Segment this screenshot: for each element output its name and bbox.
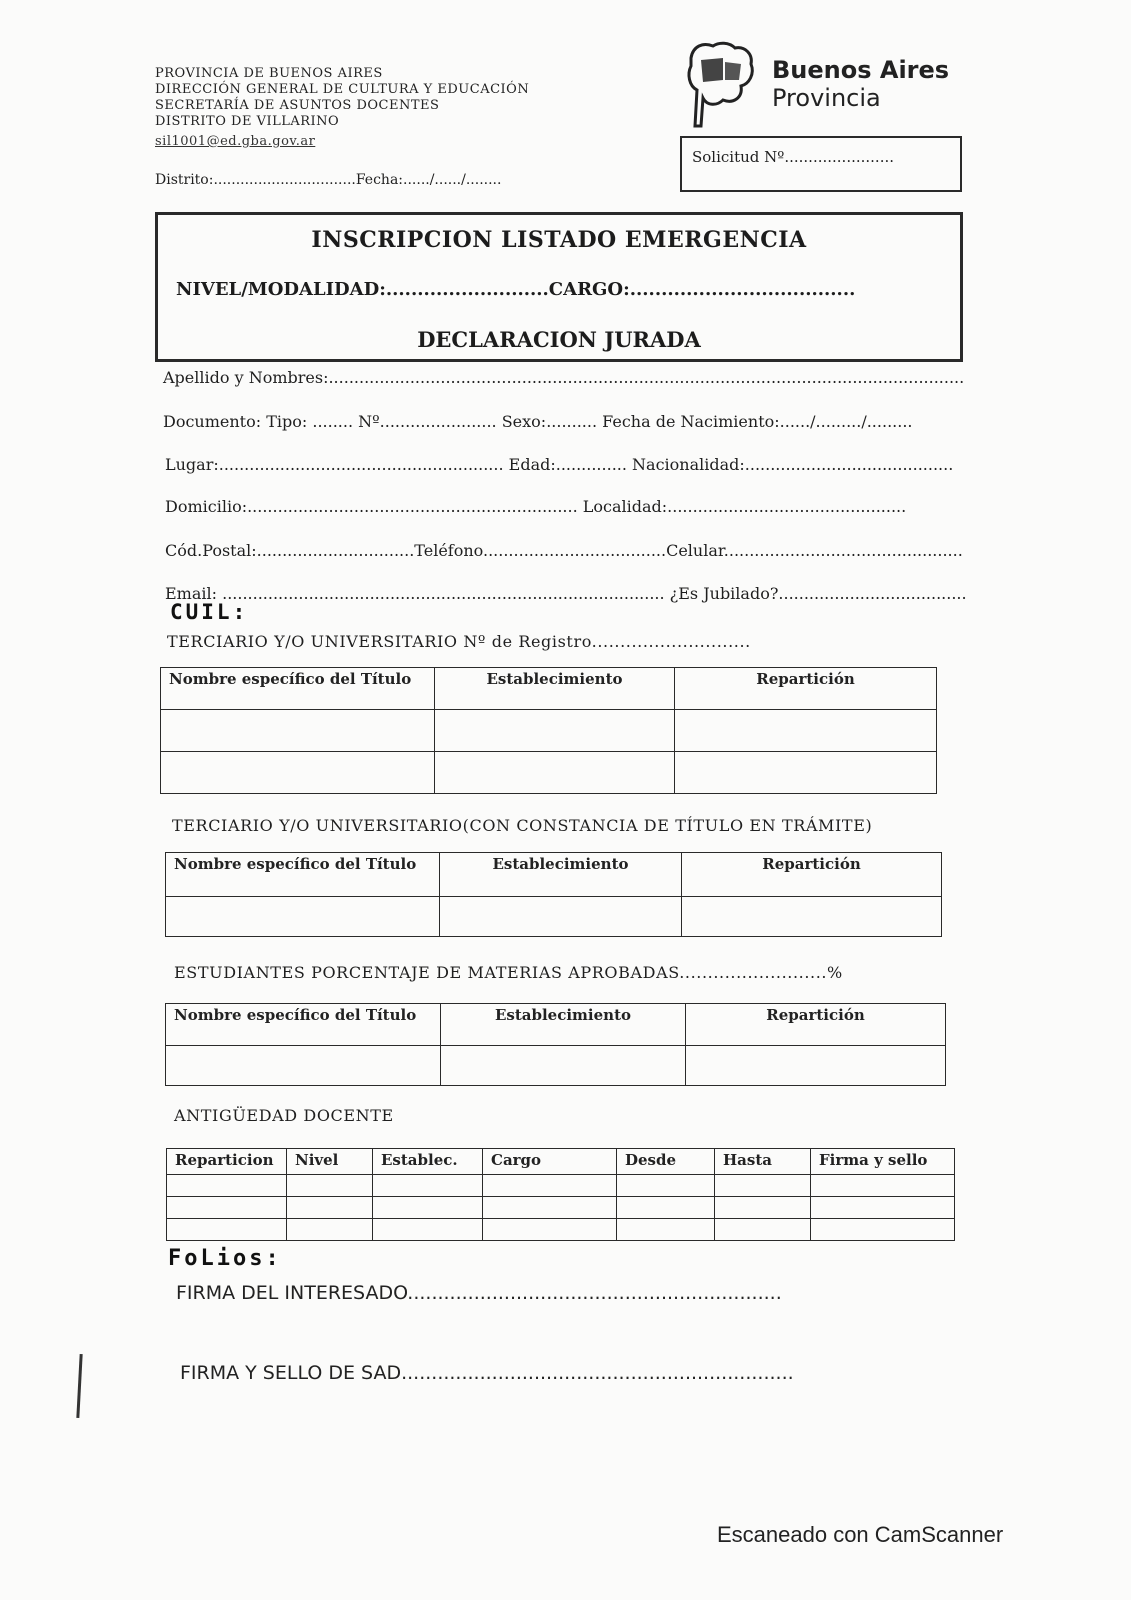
header-line-2: DIRECCIÓN GENERAL DE CULTURA Y EDUCACIÓN [155, 82, 530, 97]
apellido-field: Apellido y Nombres:............................................................................................................................. [163, 368, 965, 387]
s1-cell[interactable] [675, 752, 937, 794]
s2-header-establecimiento: Establecimiento [440, 853, 682, 897]
s4-cell[interactable] [287, 1219, 373, 1241]
form-subtitle: DECLARACION JURADA [417, 327, 701, 352]
domicilio-field: Domicilio:................................................................. Localidad:............................................... [165, 497, 907, 516]
s4-header-nivel: Nivel [287, 1149, 373, 1175]
s4-cell[interactable] [373, 1197, 483, 1219]
title-box [155, 212, 963, 362]
codpostal-field: Cód.Postal:...............................Teléfono....................................Celular............................................... [165, 541, 963, 560]
section1-table [160, 667, 937, 794]
s1-cell[interactable] [435, 752, 675, 794]
s4-header-cargo: Cargo [483, 1149, 617, 1175]
s3-header-establecimiento: Establecimiento [441, 1004, 686, 1046]
cuil-handwritten: CUIL: [170, 600, 249, 624]
documento-field: Documento: Tipo: ........ Nº....................... Sexo:.......... Fecha de Nacimiento:....../........./......... [163, 412, 913, 431]
s3-cell[interactable] [686, 1046, 946, 1086]
solicitud-box [680, 136, 962, 192]
logo-line-2: Provincia [772, 84, 881, 112]
s4-cell[interactable] [287, 1197, 373, 1219]
section1-title: TERCIARIO Y/O UNIVERSITARIO Nº de Registro............................ [167, 632, 751, 651]
form-title: INSCRIPCION LISTADO EMERGENCIA [311, 227, 807, 253]
section4-title: ANTIGÜEDAD DOCENTE [174, 1106, 394, 1125]
firma-sad-line: FIRMA Y SELLO DE SAD................................................................. [180, 1362, 794, 1384]
s4-cell[interactable] [617, 1219, 715, 1241]
solicitud-label: Solicitud Nº....................... [692, 148, 895, 166]
s1-header-reparticion: Repartición [675, 668, 937, 710]
header-line-1: PROVINCIA DE BUENOS AIRES [155, 66, 383, 81]
s1-cell[interactable] [161, 710, 435, 752]
province-emblem-icon [683, 40, 763, 130]
s4-header-firma: Firma y sello [811, 1149, 955, 1175]
folios-handwritten: FoLios: [168, 1246, 282, 1271]
camscanner-watermark: Escaneado con CamScanner [717, 1522, 1004, 1547]
s3-header-titulo: Nombre específico del Título [166, 1004, 441, 1046]
scan-margin-mark [76, 1354, 82, 1418]
s4-cell[interactable] [167, 1197, 287, 1219]
logo-line-1: Buenos Aires [772, 56, 950, 84]
s4-cell[interactable] [617, 1197, 715, 1219]
section2-title: TERCIARIO Y/O UNIVERSITARIO(CON CONSTANCIA DE TÍTULO EN TRÁMITE) [172, 816, 873, 835]
s4-cell[interactable] [715, 1219, 811, 1241]
section2-table [165, 852, 942, 937]
s3-header-reparticion: Repartición [686, 1004, 946, 1046]
nivel-cargo-line: NIVEL/MODALIDAD:..........................CARGO:.................................... [176, 279, 856, 300]
firma-interesado-line: FIRMA DEL INTERESADO.............................................................. [176, 1282, 782, 1304]
s4-header-hasta: Hasta [715, 1149, 811, 1175]
province-logo [683, 40, 763, 130]
s2-cell[interactable] [682, 897, 942, 937]
s4-cell[interactable] [811, 1219, 955, 1241]
s2-header-titulo: Nombre específico del Título [166, 853, 440, 897]
s4-cell[interactable] [167, 1219, 287, 1241]
s4-cell[interactable] [373, 1219, 483, 1241]
s1-cell[interactable] [675, 710, 937, 752]
section3-title: ESTUDIANTES PORCENTAJE DE MATERIAS APROBADAS..........................% [174, 963, 843, 982]
s4-cell[interactable] [811, 1175, 955, 1197]
s4-cell[interactable] [287, 1175, 373, 1197]
s4-header-reparticion: Reparticion [167, 1149, 287, 1175]
s1-header-establecimiento: Establecimiento [435, 668, 675, 710]
s2-header-reparticion: Repartición [682, 853, 942, 897]
s1-cell[interactable] [435, 710, 675, 752]
s2-cell[interactable] [166, 897, 440, 937]
s4-header-establec: Establec. [373, 1149, 483, 1175]
email-field: Email: ....................................................................................... ¿Es Jubilado?..................................... [165, 584, 967, 603]
s4-cell[interactable] [483, 1197, 617, 1219]
s4-cell[interactable] [483, 1219, 617, 1241]
header-line-4: DISTRITO DE VILLARINO [155, 114, 340, 129]
s1-header-titulo: Nombre específico del Título [161, 668, 435, 710]
s4-cell[interactable] [373, 1175, 483, 1197]
s4-cell[interactable] [483, 1175, 617, 1197]
s3-cell[interactable] [441, 1046, 686, 1086]
s4-cell[interactable] [617, 1175, 715, 1197]
s4-cell[interactable] [715, 1197, 811, 1219]
header-email: sil1001@ed.gba.gov.ar [155, 134, 316, 149]
s4-cell[interactable] [167, 1175, 287, 1197]
section4-table [166, 1148, 955, 1241]
s4-header-desde: Desde [617, 1149, 715, 1175]
s2-cell[interactable] [440, 897, 682, 937]
s4-cell[interactable] [715, 1175, 811, 1197]
lugar-field: Lugar:........................................................ Edad:.............. Nacionalidad:......................................... [165, 455, 954, 474]
distrito-fecha-line: Distrito:................................Fecha:....../....../........ [155, 172, 502, 188]
s1-cell[interactable] [161, 752, 435, 794]
s4-cell[interactable] [811, 1197, 955, 1219]
section3-table [165, 1003, 946, 1086]
header-line-3: SECRETARÍA DE ASUNTOS DOCENTES [155, 98, 440, 113]
s3-cell[interactable] [166, 1046, 441, 1086]
